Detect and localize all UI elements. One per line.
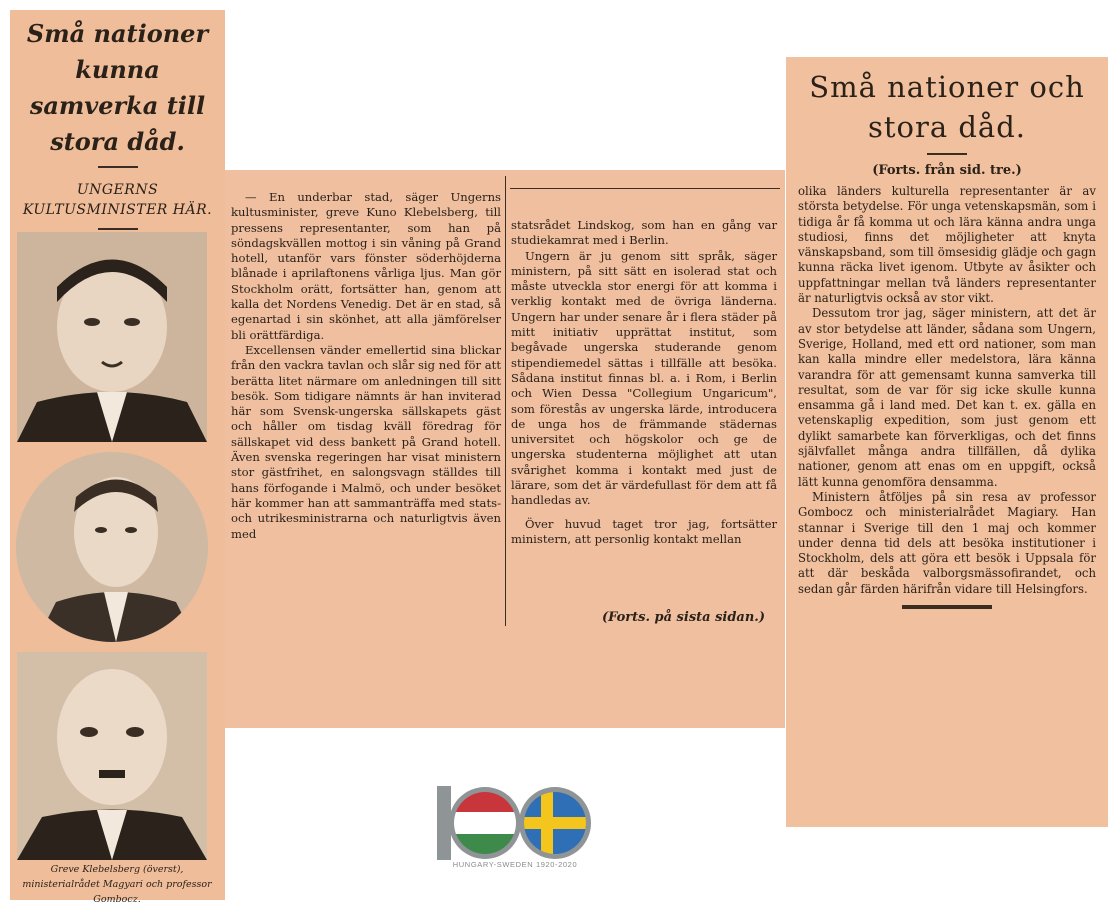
paragraph: Över huvud taget tror jag, fortsätter ministern, att personlig kontakt mellan <box>511 516 777 546</box>
end-rule <box>902 605 992 609</box>
centenary-logo <box>435 780 595 870</box>
continued-note: (Forts. på sista sidan.) <box>601 610 765 625</box>
paragraph: Ministern åtföljes på sin resa av professor Gombocz och ministerialrådet Magiary. Han stannar i Sverige till den 1 maj och kommer under denna tid dels att besöka institutioner i Stockholm, dels att göra ett besök i Uppsala för att där beskåda valborgsmässofirandet, och sedan går färden härifrån vidare till Helsingfors. <box>798 489 1096 596</box>
headline-rule <box>98 166 138 168</box>
portrait-klebelsberg <box>17 232 207 442</box>
headline-rule <box>927 153 967 155</box>
middle-column-a <box>231 190 501 542</box>
paragraph: Ungern är ju genom sitt språk, säger ministern, på sitt sätt en isolerad stat och måste utveckla stor energi för att komma i verklig kontakt med de övriga länderna. Ungern har under senare år i flera städer på mitt initiativ upprättat institut, som begåvade ungerska studerande genom stipendiemedel sättas i tillfälle att besöka. Sådana institut finnas bl. a. i Rom, i Berlin och Wien Dessa "Collegium Ungaricum", som förestås av ungerska lärde, introducera de unga hos de främmande städernas universitet och högskolor och ge de ungerska studenterna möjlighet att utan svårighet komma i kontakt med just de lärare, som det är värdefullast för dem att få handledas av. <box>511 248 777 508</box>
column-divider <box>505 176 506 626</box>
paragraph: statsrådet Lindskog, som han en gång var studiekamrat med i Berlin. <box>511 218 777 248</box>
paragraph: — En underbar stad, säger Ungerns kultusminister, greve Kuno Klebelsberg, till pressens representanter, som han på söndagskvällen mottog i sin våning på Grand hotell, utanför vars fönster söderhöjderna blånade i aprilaftonens vårliga ljus. Man gör Stockholm orätt, fortsätter han, genom att kalla det Nordens Venedig. Det är en stad, så egenartad i sin skönhet, att alla jämförelser bli orättfärdiga. <box>231 190 501 342</box>
middle-column-b <box>511 218 777 547</box>
right-body <box>798 184 1096 597</box>
photo-caption: Greve Klebelsberg (överst), ministerialrådet Magyari och professor Gombocz. <box>22 864 212 905</box>
left-headline: Små nationer kunna samverka till stora dåd. <box>26 19 209 156</box>
subhead-rule <box>98 228 138 230</box>
paragraph: Dessutom tror jag, säger ministern, att det är av stor betydelse att länder, sådana som Ungern, Sverige, Holland, med ett ord nationer, som man kan kalla mindre eller medelstora, lära känna varandra för att gemensamt kunna samverka till resultat, som de var för sig icke skulle kunna ensamma gå i land med. Det kan t. ex. gälla en vetenskaplig expedition, som just genom ett dylikt samarbete kan förverkligas, och det finns självfallet många andra tillfällen, då dylika nationer, genom att enas om en uppgift, också lätt kunna genomföra densamma. <box>798 306 1096 489</box>
portrait-magyari <box>16 452 208 642</box>
paragraph: olika länders kulturella representanter är av största betydelse. För unga vetenskapsmän, som i tidiga år få komma ut och lära känna andra unga studiosi, finns det möjligheter att knyta vänskapsband, som till ömsesidig glädje och gagn kunna räcka livet igenom. Utbyte av åsikter och uppfattningar mellan två länders representanter är naturligtvis också av stor vikt. <box>798 184 1096 306</box>
portrait-gombocz <box>17 652 207 860</box>
left-subhead: UNGERNS KULTUSMINISTER HÄR. <box>22 182 213 218</box>
right-clipping <box>786 57 1108 827</box>
logo-caption: HUNGARY-SWEDEN 1920-2020 <box>452 860 578 869</box>
right-subtitle: (Forts. från sid. tre.) <box>872 163 1022 178</box>
paragraph: Excellensen vänder emellertid sina blickar från den vackra tavlan och slår sig ned för att berätta litet närmare om anledningen till sitt besök. Som tidigare nämnts är han inviterad här som Svensk-ungerska sällskapets gäst och håller om tisdag kväll föredrag för sällskapet vid dess bankett på Grand hotell. Även svenska regeringen har visat ministern stor gästfrihet, en salongsvagn ställdes till hans förfogande i Malmö, och under besöket här kommer han att sammanträffa med stats- och utrikesministrarna och naturligtvis även med <box>231 342 501 541</box>
logo-digit-one <box>437 786 451 860</box>
middle-clipping <box>225 170 785 728</box>
top-rule <box>510 188 780 189</box>
right-headline: Små nationer och stora dåd. <box>809 70 1085 144</box>
